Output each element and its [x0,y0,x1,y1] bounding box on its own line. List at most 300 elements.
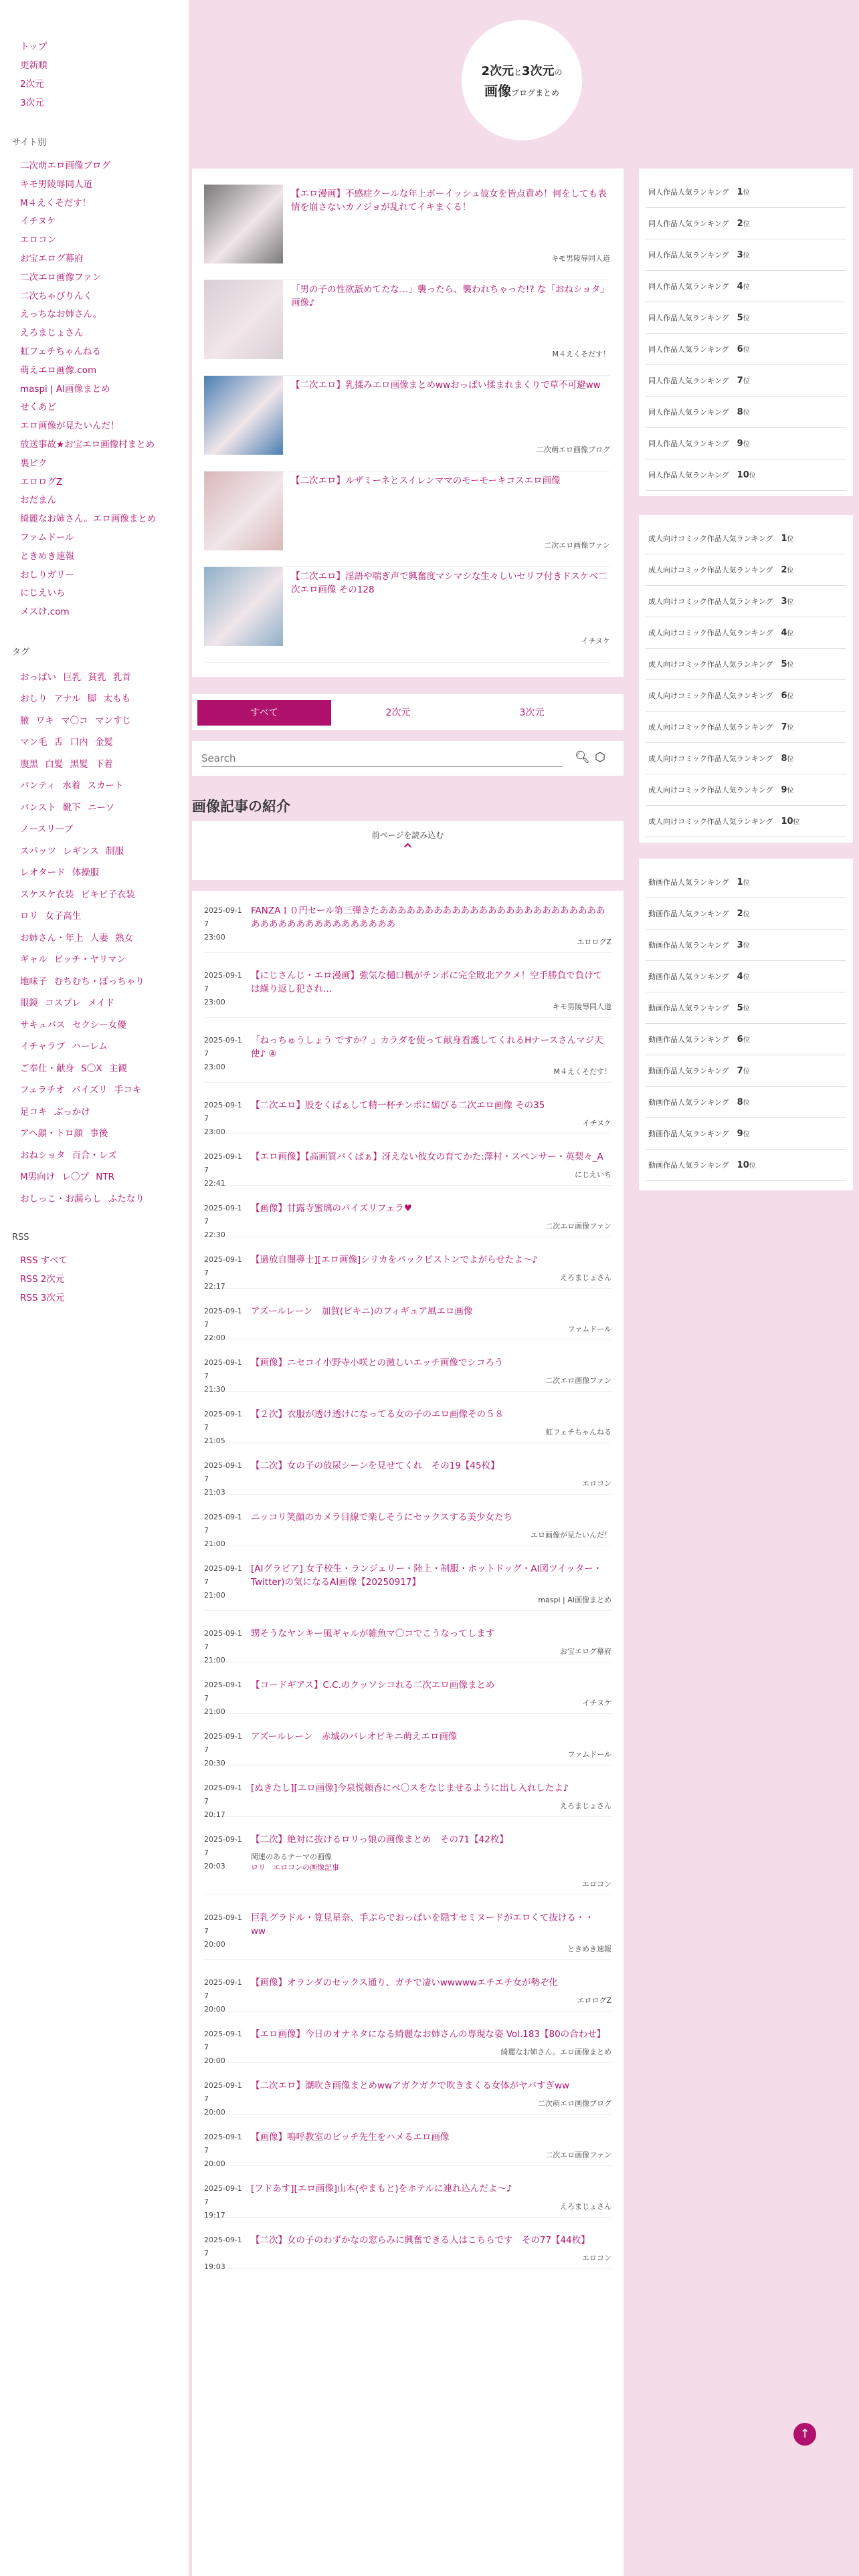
article-title[interactable]: 【二次】女の子の放尿シーンを見せてくれ その19【45枚】 [251,1461,500,1471]
related-topics [251,1852,611,1873]
ranking-position [737,1097,750,1107]
article-date: 2025-09-1 7 20:00 [204,2030,242,2065]
tag-row[interactable]: パンティ 水着 スカート [20,780,124,792]
ranking-item[interactable] [646,554,846,586]
article-item [204,1782,611,1817]
site-link[interactable]: お宝エログ幕府 [20,253,84,264]
article-source: エロ画像が見たいんだ！ [531,1531,611,1539]
ranking-item[interactable] [646,586,846,617]
article-item [204,904,611,953]
tag-icon[interactable]: ⬡ [595,750,605,764]
rss-link[interactable]: RSS 3次元 [20,1293,65,1304]
chevron-up-icon: ⌃ [400,841,415,861]
ranking-item[interactable] [646,271,846,302]
section-title: 画像記事の紹介 [192,798,290,815]
article-item [204,1202,611,1237]
ranking-position [737,1160,756,1170]
back-to-top-button[interactable]: ↑ [793,2423,816,2446]
thumbnail-image[interactable] [204,376,283,455]
thumbnail-image[interactable] [204,185,283,263]
pick-item[interactable] [204,185,610,280]
thumbnail-image[interactable] [204,471,283,550]
ranking-suffix: 位 [743,284,750,291]
ranking-number: 5 [781,659,787,669]
tag-row[interactable]: アヘ顔・トロ顔 事後 [20,1128,108,1140]
ranking-label: 同人作品人気ランキング [648,282,729,291]
search-icon[interactable]: 🔍︎ [575,750,590,764]
ranking-item[interactable] [646,774,846,806]
site-list [20,157,169,622]
article-date: 2025-09-1 7 23:00 [204,1036,242,1071]
site-link[interactable]: おしりガリー [20,569,74,580]
article-date: 2025-09-1 7 20:00 [204,1978,242,2014]
ranking-item[interactable] [646,712,846,743]
article-date: 2025-09-1 7 20:17 [204,1784,242,1819]
article-title[interactable]: 【エロ画像】今日のオナネタになる綺麗なお姉さんの専現な姿 Vol.183【80の合わせ】 [251,2029,606,2040]
ranking-position [737,281,750,292]
article-item [204,1976,611,2012]
site-link[interactable]: エロコン [20,235,56,246]
ranking-number: 6 [737,344,743,354]
tag-row[interactable]: 腋 ワキ マ〇コ マンすじ [20,715,131,726]
pick-item[interactable] [204,471,610,567]
ranking-number: 10 [737,1160,749,1170]
article-title[interactable]: 【画像】甘露寺蜜璃のパイズリフェラ♥ [251,1203,412,1214]
article-title[interactable]: 【にじさんじ・エロ漫画】強気な樋口楓がチンポに完全敗北アクメ！空手勝負で負けては繰り返し犯され… [251,970,603,994]
tags-heading: タグ [12,647,30,657]
article-date: 2025-09-1 7 22:30 [204,1204,242,1239]
ranking-position [737,469,756,480]
ranking-number: 5 [737,313,743,323]
tag-row[interactable]: ギャル ビッチ・ヤリマン [20,954,126,966]
pick-title[interactable]: 【二次エロ】淫語や喘ぎ声で興奮度マシマシな生々しいセリフ付きドスケベ二次エロ画像 その128 [291,571,607,595]
tag-row[interactable]: サキュバス セクシー女優 [20,1019,126,1031]
related-site-link[interactable]: エロコンの画像記事 [273,1863,339,1872]
ranking-position [781,627,793,638]
ranking-position [737,908,750,919]
ranking-number: 9 [781,785,787,795]
article-date: 2025-09-1 7 19:03 [204,2236,242,2271]
article-source: M４えくそだす！ [553,1067,611,1076]
ranking-number: 3 [781,597,787,607]
article-source: ときめき速報 [567,1945,611,1953]
ranking-suffix: 位 [787,630,794,637]
ranking-suffix: 位 [743,441,750,448]
ranking-suffix: 位 [743,1131,750,1138]
ranking-suffix: 位 [743,1005,750,1012]
ranking-item[interactable] [646,617,846,649]
article-title[interactable]: 【コードギアス】C.C.のクッソシコれる二次エロ画像まとめ [251,1680,495,1691]
search-input[interactable] [201,750,563,767]
article-date: 2025-09-1 7 20:00 [204,2133,242,2168]
ranking-position [781,659,793,669]
site-link[interactable]: えっちなお姉さん。 [20,309,102,320]
site-link[interactable]: 萌えエロ画像.com [20,364,97,376]
tag-row[interactable]: 眼鏡 コスプレ メイド [20,998,115,1009]
article-item [204,1099,611,1134]
tag-row[interactable]: スパッツ レギンス 制服 [20,845,124,857]
article-source: イチヌケ [582,1119,611,1128]
article-source: エロコン [582,2254,611,2262]
ranking-number: 5 [737,1003,743,1013]
pick-item[interactable] [204,280,610,376]
ranking-item[interactable] [646,208,846,239]
ranking-label: 成人向けコミック作品人気ランキング [648,691,773,700]
ranking-number: 10 [737,470,749,480]
article-date: 2025-09-1 7 21:00 [204,1564,242,1600]
ranking-number: 8 [737,407,743,417]
ranking-suffix: 位 [743,221,750,228]
load-previous-button[interactable] [192,821,624,880]
ranking-item[interactable] [646,239,846,271]
pick-item[interactable] [204,567,610,663]
ranking-position [737,940,750,950]
article-source: キモ男陵辱同人道 [553,1002,611,1011]
rss-heading: RSS [12,1232,29,1243]
tag-row[interactable]: おっぱい 巨乳 貧乳 乳首 [20,671,131,683]
ranking-suffix: 位 [743,409,750,417]
ranking-suffix: 位 [743,879,750,887]
site-link[interactable]: 綺麗なお姉さん。エロ画像まとめ [20,514,157,525]
ranking-suffix: 位 [743,315,750,322]
tag-row[interactable]: 足コキ ぶっかけ [20,1106,90,1117]
ranking-position [781,722,793,732]
ranking-item[interactable] [646,898,846,930]
ranking-number: 2 [737,219,743,229]
ranking-item[interactable] [646,177,846,208]
ranking-number: 4 [737,972,743,982]
ranking-position [737,187,750,197]
site-link[interactable]: 虹フェチちゃんねる [20,346,101,357]
article-title[interactable]: 「ねっちゅうしょう ですか？」カラダを使って献身看護してくれるHナースさんマジ天使♪ ④ [251,1035,603,1059]
ranking-number: 3 [737,940,743,950]
article-source: えろまじょさん [560,1802,611,1810]
ranking-label: 動画作品人気ランキング [648,909,729,918]
site-link[interactable]: にじえいち [20,588,66,599]
ranking-label: 動画作品人気ランキング [648,1067,729,1075]
ranking-position [737,971,750,982]
site-link[interactable]: M４えくそだす！ [20,197,92,209]
ranking-label: 同人作品人気ランキング [648,471,729,479]
ranking-suffix: 位 [743,1099,750,1107]
ranking-label: 同人作品人気ランキング [648,219,729,228]
ranking-number: 4 [781,628,787,638]
ranking-position [781,753,793,764]
ranking-position [781,690,793,701]
nav-link[interactable]: トップ [20,41,47,52]
ranking-suffix: 位 [743,911,750,918]
pick-source: キモ男陵辱同人道 [551,254,610,263]
tag-row[interactable]: 地味子 むちむち・ぽっちゃり [20,976,145,987]
ranking-suffix: 位 [743,378,750,385]
ranking-suffix: 位 [743,974,750,981]
ranking-item[interactable] [646,1118,846,1150]
ranking-suffix: 位 [743,1068,750,1075]
article-title[interactable]: 【二次】女の子のわずかなの窓らみに興奮できる人はこちらです その77【44枚】 [251,2235,590,2246]
ranking-item[interactable] [646,459,846,491]
ranking-position [781,564,793,575]
ranking-position [781,784,793,795]
article-title[interactable]: 【画像】嗚呼教室のビッチ先生をハメるエロ画像 [251,2132,450,2143]
article-date: 2025-09-1 7 23:00 [204,971,242,1006]
article-source: ファムドール [567,1750,611,1759]
site-link[interactable]: ファムドール [20,532,74,543]
tag-row[interactable]: パンスト 靴下 ニーソ [20,802,115,813]
ranking-item[interactable] [646,523,846,554]
ranking-label: 成人向けコミック作品人気ランキング [648,534,773,543]
article-title[interactable]: 【エロ画像】【高画質パくぱぁ】冴えない彼女の育てかた:澤村・スペンサー・英梨々_A [251,1152,603,1162]
article-item [204,1679,611,1714]
site-link[interactable]: メスけ.com [20,607,70,618]
site-link[interactable]: イチヌケ [20,216,56,227]
site-link[interactable]: エロ画像が見たいんだ！ [20,421,120,432]
article-source: エロコン [582,1880,611,1889]
nav-link[interactable]: 3次元 [20,98,44,108]
article-item [204,969,611,1018]
article-source: 二次萌エロ画像ブログ [538,2099,611,2108]
ranking-label: 同人作品人気ランキング [648,377,729,385]
article-title[interactable]: アズールレーン 加賀(ビキニ)のフィギュア風エロ画像 [251,1306,473,1317]
tab-all[interactable]: すべて [197,700,331,726]
ranking-number: 8 [737,1097,743,1107]
featured-picks [192,169,624,677]
ranking-number: 7 [737,1066,743,1076]
article-item [204,1305,611,1340]
article-date: 2025-09-1 7 21:00 [204,1629,242,1665]
article-source: ファムドール [567,1325,611,1333]
ranking-item[interactable] [646,806,846,837]
ranking-label: 同人作品人気ランキング [648,314,729,322]
ranking-item[interactable] [646,649,846,680]
site-link[interactable]: 二次萌エロ画像ブログ [20,160,110,171]
article-title[interactable]: 【二次エロ】潮吹き画像まとめwwアガクガクで吹きまくる女体がヤバすぎww [251,2080,570,2091]
tag-row[interactable]: フェラチオ パイズリ 手コキ [20,1085,142,1096]
ranking-suffix: 位 [743,1037,750,1044]
article-title[interactable]: 【過放自闇導士][エロ画像]シリカをバックピストンでよがらせたよ〜♪ [251,1255,538,1265]
ranking-item[interactable] [646,680,846,712]
ranking-item[interactable] [646,867,846,898]
ranking-item[interactable] [646,1024,846,1055]
article-item [204,1459,611,1495]
ranking-item[interactable] [646,930,846,961]
pick-source: 二次萌エロ画像ブログ [537,445,610,454]
site-link[interactable]: せくあど [20,402,56,413]
ranking-number: 2 [737,909,743,919]
article-date: 2025-09-1 7 21:03 [204,1461,242,1497]
tag-row[interactable]: マン毛 舌 口内 金髪 [20,737,113,748]
article-date: 2025-09-1 7 22:41 [204,1152,242,1188]
article-source: maspi | AI画像まとめ [538,1596,611,1604]
ranking-suffix: 位 [743,252,750,259]
ranking-item[interactable] [646,1087,846,1118]
ranking-number: 4 [737,282,743,292]
site-link[interactable]: ときめき速報 [20,550,74,562]
site-link[interactable]: 裏ピク [20,457,47,469]
ranking-item[interactable] [646,428,846,459]
site-link[interactable]: おだまん [20,495,56,506]
pick-title[interactable]: 「男の子の性欲舐めてたな…」襲ったら、襲われちゃった!? な「おねショタ」画像♪ [291,284,609,308]
rss-link[interactable]: RSS 2次元 [20,1274,65,1285]
article-date: 2025-09-1 7 23:00 [204,1101,242,1136]
pick-title[interactable]: 【エロ漫画】不感症クールな年上ボーイッシュ彼女を皆点責め！何をしても表情を崩さないカノジョが乱れてイキまくる！ [291,189,607,213]
pick-title[interactable]: 【二次エロ】乳揉みエロ画像まとめwwおっぱい揉まれまくりで草不可避ww [291,380,601,391]
article-title[interactable]: FANZA１０円セール第三弾きたあああああああああああああああああああああああああああああああああああああああああ [251,905,605,930]
ranking-position [737,1065,750,1076]
ranking-label: 成人向けコミック作品人気ランキング [648,597,773,606]
nav-link[interactable]: 2次元 [20,79,44,90]
tag-row[interactable]: おしり アナル 脚 太もも [20,693,131,705]
article-item [204,1150,611,1186]
ranking-label: 成人向けコミック作品人気ランキング [648,723,773,732]
ranking-position [737,1002,750,1013]
ranking-item[interactable] [646,302,846,334]
ranking-label: 動画作品人気ランキング [648,1161,729,1170]
article-item [204,1833,611,1895]
article-item [204,2028,611,2063]
ranking-item[interactable] [646,1055,846,1087]
ranking-number: 6 [737,1035,743,1045]
article-item [204,1356,611,1392]
ranking-label: 同人作品人気ランキング [648,345,729,354]
article-date: 2025-09-1 7 21:00 [204,1681,242,1716]
article-item [204,2182,611,2218]
ranking-item[interactable] [646,334,846,365]
ranking-position [737,438,750,449]
article-item [204,1730,611,1765]
sidebar [0,0,189,2576]
load-previous-label: 前ページを読み込む [371,831,444,840]
ranking-comic [639,515,853,843]
category-tabs [192,694,624,730]
ranking-number: 1 [781,534,787,544]
ranking-position [737,344,750,354]
article-title[interactable]: [AIグラビア] 女子校生・ランジェリー・陸上・制服・ホットドッグ・AI図ツイッター・Twitter)の気になるAI画像【20250917】 [251,1564,603,1588]
thumbnail-image[interactable] [204,280,283,359]
ranking-label: 同人作品人気ランキング [648,408,729,417]
tab-2d[interactable]: 2次元 [385,708,411,718]
site-link[interactable]: 二次エロ画像ファン [20,272,102,283]
rss-list [20,1252,169,1307]
article-title[interactable]: [ぬきたし][エロ画像]今泉悦頼香にベ〇スをなじませるように出し入れしたよ♪ [251,1783,569,1794]
site-link[interactable]: えろまじょさん [20,328,84,339]
tag-row[interactable]: 腹黒 白髪 黒髪 下着 [20,758,113,770]
article-item [204,1253,611,1289]
ranking-item[interactable] [646,743,846,774]
ranking-suffix: 位 [787,536,794,543]
article-title[interactable]: 【画像】オランダのセックス通り、ガチで凄いwwwwwエチエチ女が勢ぞ化 [251,1977,558,1988]
article-date: 2025-09-1 7 21:00 [204,1513,242,1548]
tag-row[interactable]: ノースリーブ [20,824,74,835]
article-source: エロログZ [577,1996,611,2005]
tag-row[interactable]: ご奉仕・献身 S〇X 主観 [20,1063,127,1074]
related-tag-link[interactable]: ロリ [251,1863,266,1872]
pick-item[interactable] [204,376,610,471]
article-title[interactable]: 【２次】衣服が透け透けになってる女の子のエロ画像その５８ [251,1409,504,1420]
site-logo[interactable] [462,20,582,140]
article-source: イチヌケ [582,1699,611,1707]
site-link[interactable]: エロログZ [20,476,63,488]
ranking-position [737,877,750,887]
tab-3d[interactable]: 3次元 [519,708,545,718]
ranking-label: 動画作品人気ランキング [648,972,729,981]
pick-source: 二次エロ画像ファン [544,541,610,550]
article-title[interactable]: アズールレーン 赤城のバレオビキニ萌えエロ画像 [251,1731,458,1742]
ranking-item[interactable] [646,1150,846,1181]
article-title[interactable]: ニッコリ笑顔のカメラ目線で楽しそうにセックスする美少女たち [251,1512,512,1523]
article-item [204,1511,611,1546]
site-link[interactable]: 二次ちゃびりんく [20,290,92,302]
article-title[interactable]: 【二次エロ】股をくぱぁして精一杯チンポに媚びる二次エロ画像 その35 [251,1100,545,1111]
thumbnail-image[interactable] [204,567,283,646]
ranking-item[interactable] [646,992,846,1024]
ranking-label: 成人向けコミック作品人気ランキング [648,817,773,826]
ranking-label: 同人作品人気ランキング [648,439,729,448]
article-date: 2025-09-1 7 20:30 [204,1732,242,1767]
ranking-item[interactable] [646,961,846,992]
nav-link[interactable]: 更新順 [20,60,47,71]
tag-row[interactable]: レオタード 体操服 [20,867,100,879]
site-link[interactable]: maspi | AI画像まとめ [20,383,110,395]
tag-row[interactable]: おねショタ 百合・レズ [20,1150,117,1161]
article-source: にじえいち [575,1170,611,1179]
ranking-position [737,218,750,229]
article-title[interactable]: 【画像】ニセコイ小野寺小咲との激しいエッチ画像でシコろう [251,1358,504,1368]
pick-source: M４えくそだす！ [552,350,610,358]
ranking-label: 成人向けコミック作品人気ランキング [648,660,773,669]
ranking-label: 成人向けコミック作品人気ランキング [648,566,773,574]
article-item [204,2131,611,2166]
ranking-doujin [639,169,853,496]
rss-link[interactable]: RSS すべて [20,1255,68,1267]
article-feed [192,891,624,2576]
ranking-number: 6 [781,691,787,701]
article-title[interactable]: 甥そうなヤンキー風ギャルが雑魚マ〇コでこうなってします [251,1628,495,1639]
article-title[interactable]: 巨乳グラドル・筧見星奈、手ぶらでおっぱいを隠すセミヌードがエロくて抜ける・・ww [251,1913,594,1937]
tag-row[interactable]: M男向け レ〇プ NTR [20,1172,114,1183]
ranking-item[interactable] [646,397,846,428]
logo-line2: 画像ブログまとめ [484,83,559,99]
ranking-suffix: 位 [787,724,794,732]
article-date: 2025-09-1 7 23:00 [204,906,242,942]
ranking-suffix: 位 [787,599,794,606]
pick-source: イチヌケ [581,637,610,645]
ranking-suffix: 位 [743,942,750,950]
related-line [251,1862,611,1873]
site-link[interactable]: 放送事故★お宝エロ画像村まとめ [20,439,155,450]
tag-row[interactable]: おしっこ・お漏らし ふたなり [20,1193,145,1204]
article-title[interactable]: [フドあす][エロ画像]山本(やまもと)をホテルに連れ込んだよ〜♪ [251,2183,512,2194]
tag-row[interactable]: イチャラブ ハーレム [20,1041,108,1053]
ranking-suffix: 位 [793,819,800,826]
article-source: 二次エロ画像ファン [545,1222,611,1230]
article-source: えろまじょさん [560,1273,611,1282]
article-item [204,1911,611,1960]
ranking-suffix: 位 [743,189,750,197]
site-link[interactable]: キモ男陵辱同人道 [20,179,92,190]
ranking-suffix: 位 [743,346,750,354]
ranking-label: 動画作品人気ランキング [648,941,729,950]
ranking-label: 同人作品人気ランキング [648,251,729,259]
ranking-item[interactable] [646,365,846,397]
article-title[interactable]: 【二次】絶対に抜けるロリっ娘の画像まとめ その71【42枚】 [251,1834,508,1845]
tag-row[interactable]: お姉さん・年上 人妻 熟女 [20,932,134,944]
tag-row[interactable]: ロリ 女子高生 [20,911,82,922]
ranking-number: 8 [781,754,787,764]
article-item [204,1034,611,1083]
tag-row[interactable]: スケスケ衣装 ビキビ子衣装 [20,889,135,900]
pick-title[interactable]: 【二次エロ】ルザミーネとスイレンママのモーモーキコスエロ画像 [291,475,561,486]
ranking-number: 7 [737,376,743,386]
